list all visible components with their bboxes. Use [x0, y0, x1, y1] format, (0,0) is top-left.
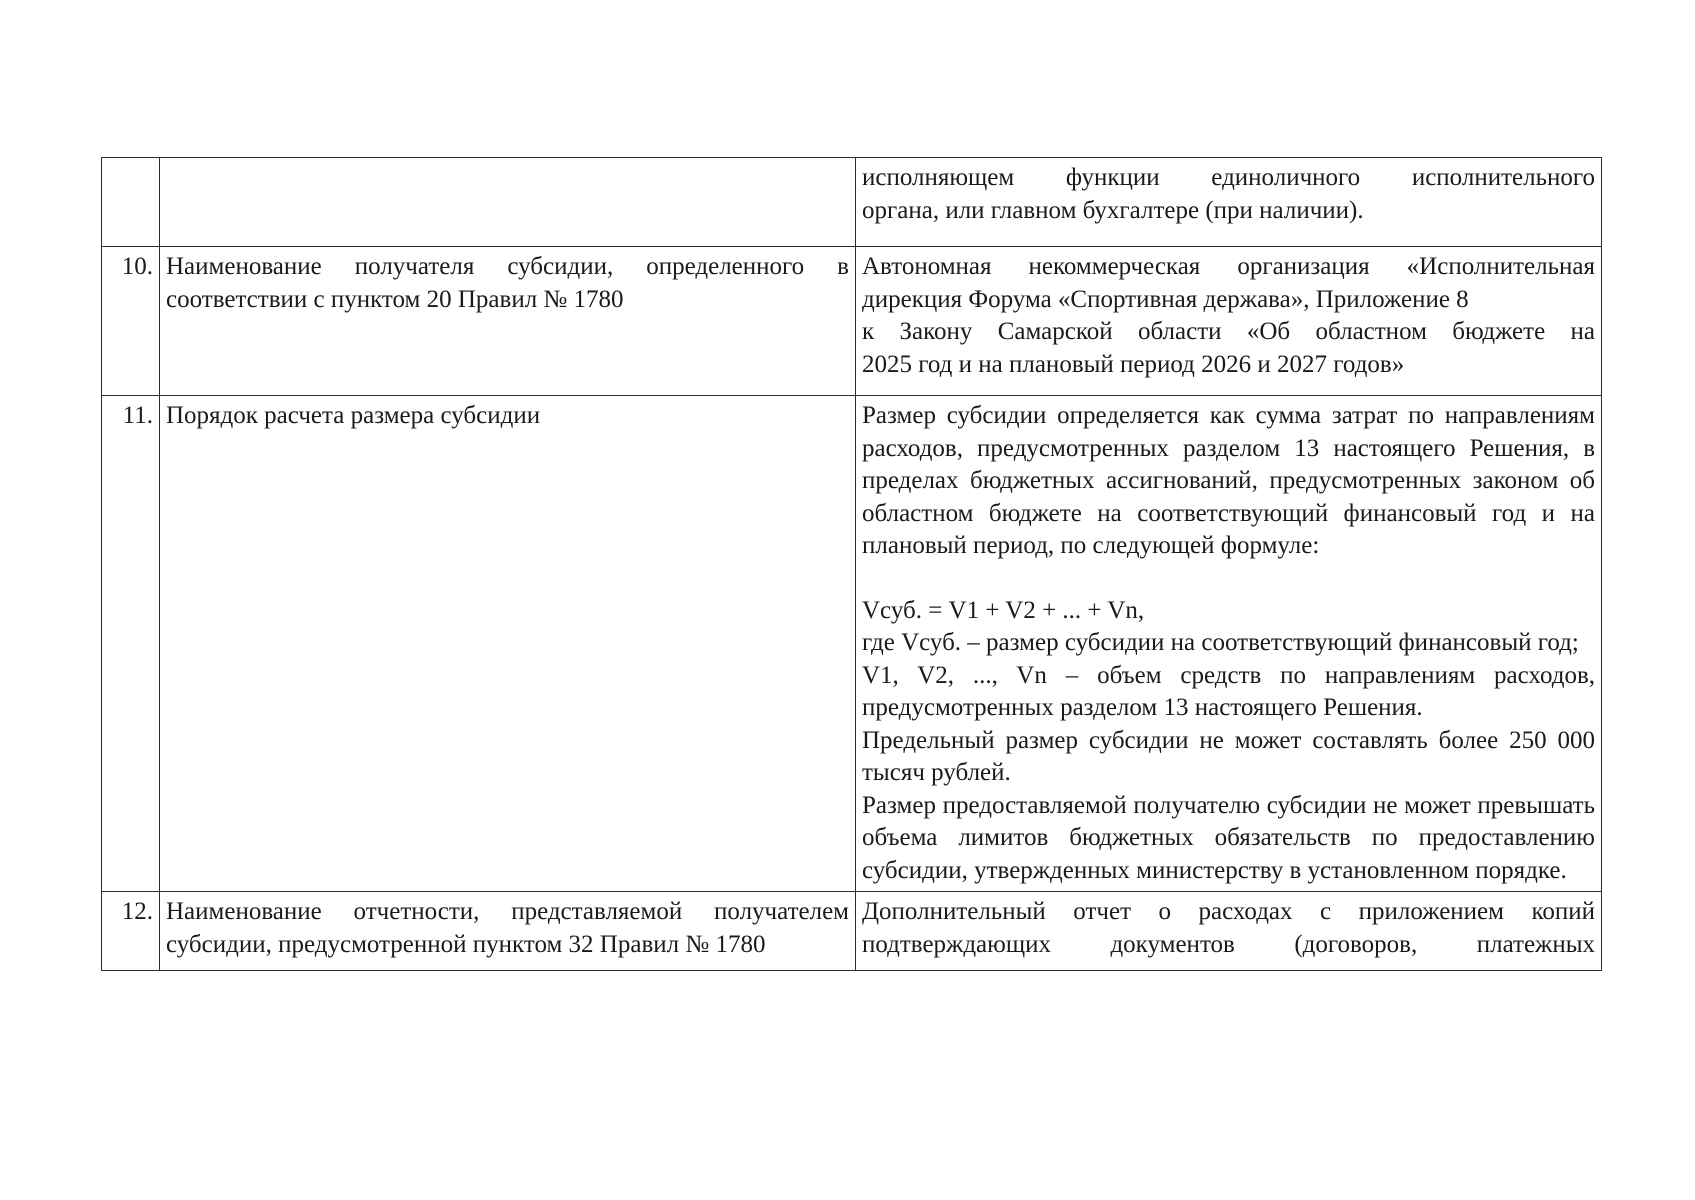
row-name: Порядок расчета размера субсидии — [160, 396, 856, 892]
paragraph-gap — [862, 563, 1595, 595]
value-line: дирекция Форума «Спортивная держава», Приложение 8 — [862, 285, 1469, 313]
value-line: к Закону Самарской области «Об областном бюджете на — [862, 318, 1595, 345]
row-number: 10. — [102, 247, 160, 396]
row-value — [856, 247, 1602, 396]
value-paragraph: где Vсуб. – размер субсидии на соответствующий финансовый год; — [862, 629, 1579, 656]
value-paragraph: Размер субсидии определяется как сумма затрат по направлениям расходов, предусмотренных разделом 13 настоящего Решения, в пределах бюджетных ассигнований, предусмотренных законом об областном бюджете на соответствующий финансовый год и на плановый период, по следующей формуле: — [862, 402, 1595, 559]
row-value — [856, 158, 1602, 247]
row-number: 12. — [102, 892, 160, 971]
row-value — [856, 396, 1602, 892]
value-line: 2025 год и на плановый период 2026 и 2027 годов» — [862, 350, 1405, 378]
value-paragraph: Размер предоставляемой получателю субсидии не может превышать объема лимитов бюджетных обязательств по предоставлению субсидии, утвержденных министерству в установленном порядке. — [862, 791, 1595, 884]
table-row — [102, 396, 1602, 892]
row-value — [856, 892, 1602, 971]
row-name: Наименование получателя субсидии, определенного в соответствии с пунктом 20 Правил № 1780 — [160, 247, 856, 396]
subsidy-terms-table — [101, 157, 1602, 971]
table-row — [102, 892, 1602, 971]
value-line: исполняющем функции единоличного исполнительного — [862, 164, 1595, 191]
name-line: Наименование отчетности, представляемой получателем — [166, 898, 849, 925]
row-name — [160, 892, 856, 971]
row-number: 11. — [102, 396, 160, 892]
value-line: Дополнительный отчет о расходах с приложением копий — [862, 898, 1595, 925]
value-line: органа, или главном бухгалтере (при наличии). — [862, 196, 1364, 224]
value-line: подтверждающих документов (договоров, платежных — [862, 930, 1595, 958]
row-number — [102, 158, 160, 247]
name-line: субсидии, предусмотренной пунктом 32 Правил № 1780 — [166, 930, 766, 958]
formula: Vсуб. = V1 + V2 + ... + Vn, — [862, 596, 1145, 624]
row-name — [160, 158, 856, 247]
table-row — [102, 247, 1602, 396]
value-paragraph: V1, V2, ..., Vn – объем средств по направлениям расходов, предусмотренных разделом 13 настоящего Решения. — [862, 661, 1595, 721]
value-paragraph: Предельный размер субсидии не может составлять более 250 000 тысяч рублей. — [862, 726, 1595, 786]
value-line: Автономная некоммерческая организация «Исполнительная — [862, 253, 1595, 280]
table-row — [102, 158, 1602, 247]
